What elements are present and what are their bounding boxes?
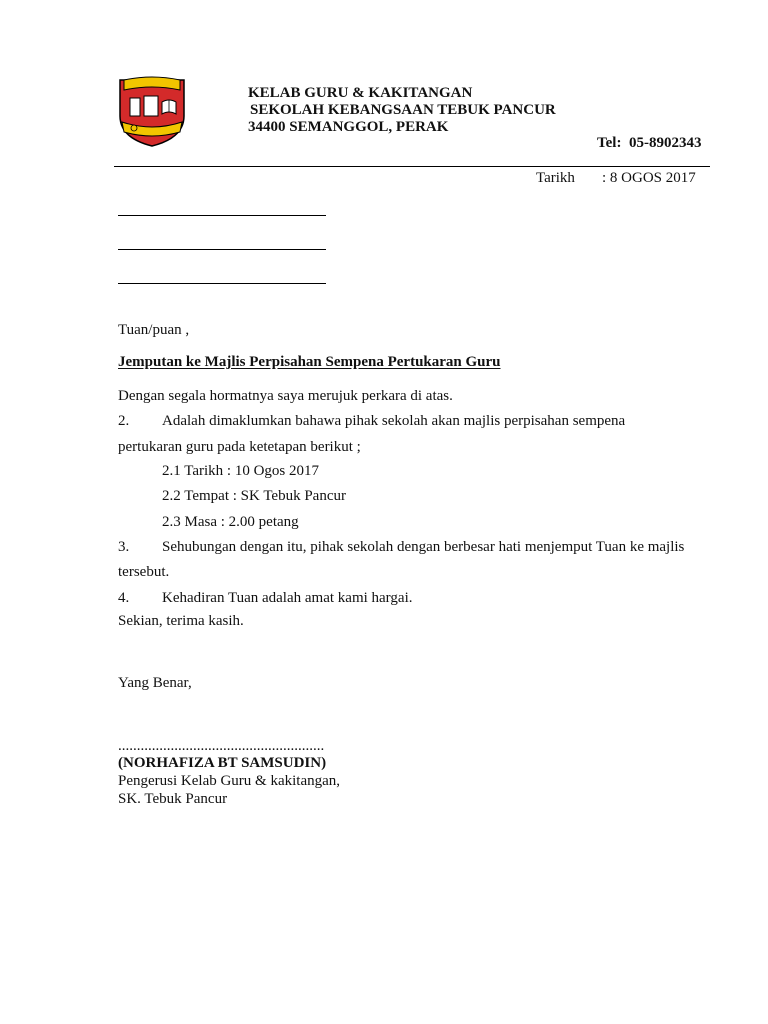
- intro-paragraph: Dengan segala hormatnya saya merujuk perkara di atas.: [118, 388, 453, 404]
- org-name: KELAB GURU & KAKITANGAN: [248, 85, 473, 101]
- school-address: 34400 SEMANGGOL, PERAK: [248, 119, 449, 135]
- salutation: Tuan/puan ,: [118, 322, 190, 338]
- paragraph-3-line-2: tersebut.: [118, 564, 170, 580]
- paragraph-3-line-1: Sehubungan dengan itu, pihak sekolah dengan berbesar hati menjemput Tuan ke majlis: [162, 539, 685, 555]
- school-name: SEKOLAH KEBANGSAAN TEBUK PANCUR: [250, 102, 556, 118]
- paragraph-2-number: 2.: [118, 413, 130, 429]
- subject-heading: Jemputan ke Majlis Perpisahan Sempena Pertukaran Guru: [118, 354, 501, 370]
- yang-benar: Yang Benar,: [118, 675, 192, 691]
- tel-label: Tel:: [597, 135, 622, 151]
- header-divider: [114, 166, 710, 167]
- detail-venue: 2.2 Tempat : SK Tebuk Pancur: [162, 488, 346, 504]
- signature-dots: .......................................................: [118, 738, 325, 754]
- school-crest-icon: [114, 76, 190, 148]
- signatory-title: Pengerusi Kelab Guru & kakitangan,: [118, 773, 341, 789]
- recipient-line-1: [118, 215, 326, 216]
- paragraph-4-text: Kehadiran Tuan adalah amat kami hargai.: [162, 590, 413, 606]
- telephone: [597, 134, 701, 152]
- date-value: : 8 OGOS 2017: [602, 170, 696, 186]
- detail-time: 2.3 Masa : 2.00 petang: [162, 514, 299, 530]
- signatory-name: (NORHAFIZA BT SAMSUDIN): [118, 755, 327, 771]
- recipient-line-2: [118, 249, 326, 250]
- signatory-school: SK. Tebuk Pancur: [118, 791, 228, 807]
- date-label: Tarikh: [536, 170, 575, 186]
- paragraph-3-number: 3.: [118, 539, 130, 555]
- detail-date: 2.1 Tarikh : 10 Ogos 2017: [162, 463, 320, 479]
- paragraph-2-line-1: Adalah dimaklumkan bahawa pihak sekolah akan majlis perpisahan sempena: [162, 413, 626, 429]
- school-crest-logo: [114, 76, 190, 148]
- paragraph-4-number: 4.: [118, 590, 130, 606]
- tel-value: 05-8902343: [628, 135, 702, 151]
- closing-line: Sekian, terima kasih.: [118, 613, 244, 629]
- recipient-line-3: [118, 283, 326, 284]
- paragraph-2-line-2: pertukaran guru pada ketetapan berikut ;: [118, 439, 361, 455]
